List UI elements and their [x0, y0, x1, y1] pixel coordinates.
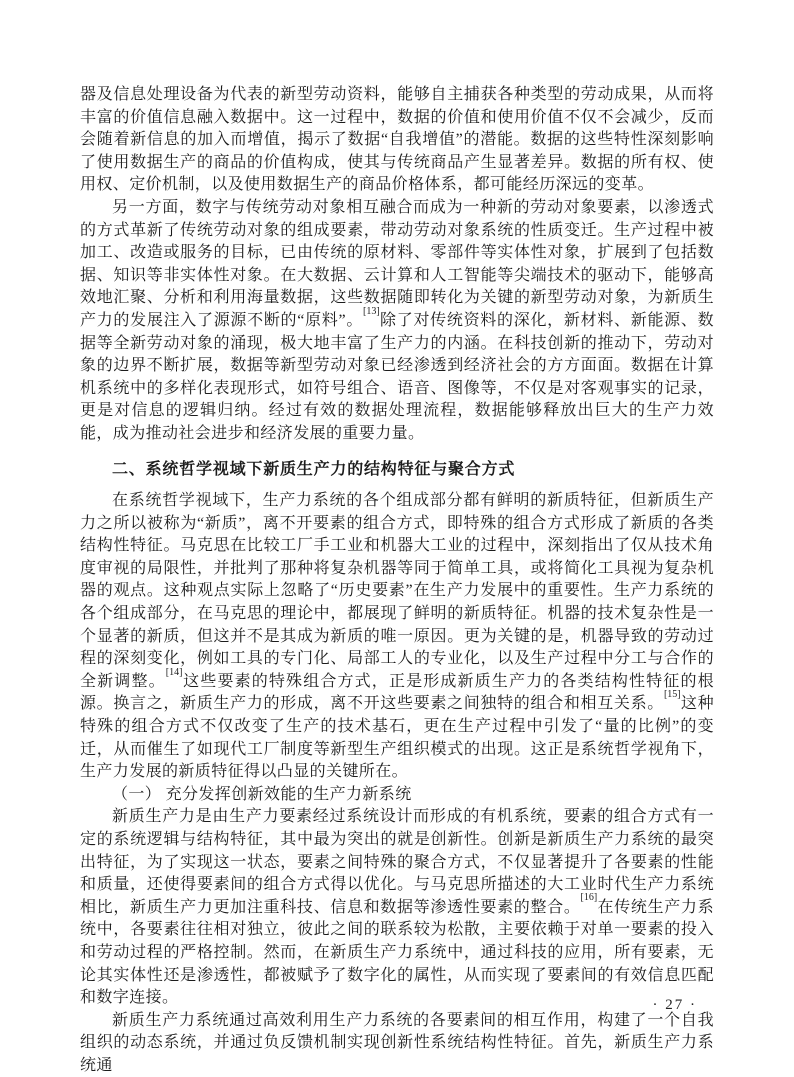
body-paragraph-2	[80, 197, 714, 446]
text-run: 另一方面，数字与传统劳动对象相互融合而成为一种新的劳动对象要素，以渗透式的方式革新了传统劳动对象的组成要素，带动劳动对象系统的性质变迁。生产过程中被加工、改造或服务的目标，已由传统的原材料、零部件等实体性对象，扩展到了包括数据、知识等非实体性对象。在大数据、云计算和人工智能等尖端技术的驱动下，能够高效地汇聚、分析和利用海量数据，这些数据随即转化为关键的新型劳动对象，为新质生产力的发展注入了源源不断的“原料”。	[80, 198, 714, 329]
body-paragraph-4	[80, 806, 714, 1009]
subsection-heading: （一） 充分发挥创新效能的生产力新系统	[112, 785, 412, 803]
section-heading: 二、系统哲学视域下新质生产力的结构特征与聚合方式	[112, 460, 516, 478]
page-number: · 27 ·	[652, 997, 697, 1013]
text-run: 这些要素的特殊组合方式，正是形成新质生产力的各类结构性特征的根源。换言之，新质生产力的形成，离不开这些要素之间独特的组合和相互关系。	[80, 672, 714, 713]
page-body	[80, 84, 714, 1077]
text-run: 这种特殊的组合方式不仅改变了生产的技术基石，更在生产过程中引发了“量的比例”的变迁，从而催生了如现代工厂制度等新型生产组织模式的出现。这正是系统哲学视角下，生产力发展的新质特征得以凸显的关键所在。	[80, 695, 714, 781]
body-paragraph-5: 新质生产力系统通过高效利用生产力系统的各要素间的相互作用，构建了一个自我组织的动态系统，并通过负反馈机制实现创新性系统结构性特征。首先，新质生产力系统通	[80, 1011, 714, 1074]
citation-marker-15: [15]	[663, 689, 681, 701]
text-run: 新质生产力是由生产力要素经过系统设计而形成的有机系统，要素的组合方式有一定的系统逻辑与结构特征，其中最为突出的就是创新性。创新是新质生产力系统的最突出特征，为了实现这一状态，要素之间特殊的聚合方式，不仅显著提升了各要素的性能和质量，还使得要素间的组合方式得以优化。与马克思所描述的大工业时代生产力系统相比，新质生产力更加注重科技、信息和数据等渗透性要素的整合。	[80, 808, 714, 916]
body-paragraph-3	[80, 490, 714, 784]
text-run: 在系统哲学视域下，生产力系统的各个组成部分都有鲜明的新质特征，但新质生产力之所以被称为“新质”，离不开要素的组合方式，即特殊的组合方式形成了新质的各类结构性特征。马克思在比较工厂手工业和机器大工业的过程中，深刻指出了仅从技术角度审视的局限性，并批判了那种将复杂机器等同于简单工具，或将简化工具视为复杂机器的观点。这种观点实际上忽略了“历史要素”在生产力发展中的重要性。生产力系统的各个组成部分，在马克思的理论中，都展现了鲜明的新质特征。机器的技术复杂性是一个显著的新质，但这并不是其成为新质的唯一原因。更为关键的是，机器导致的劳动过程的深刻变化，例如工具的专门化、局部工人的专业化，以及生产过程中分工与合作的全新调整。	[80, 492, 714, 690]
citation-marker-16: [16]	[580, 892, 598, 904]
body-paragraph-1: 器及信息处理设备为代表的新型劳动资料，能够自主捕获各种类型的劳动成果，从而将丰富的价值信息融入数据中。这一过程中，数据的价值和使用价值不仅不会减少，反而会随着新信息的加入而增值，揭示了数据“自我增值”的潜能。数据的这些特性深刻影响了使用数据生产的商品的价值构成，使其与传统商品产生显著差异。数据的所有权、使用权、定价机制，以及使用数据生产的商品价格体系，都可能经历深远的变革。	[80, 86, 714, 194]
citation-marker-14: [14]	[165, 666, 183, 678]
citation-marker-13: [13]	[363, 305, 380, 317]
text-run: 在传统生产力系统中，各要素往往相对独立，彼此之间的联系较为松散，主要依赖于对单一要素的投入和劳动过程的严格控制。然而，在新质生产力系统中，通过科技的应用，所有要素，无论其实体性还是渗透性，都被赋予了数字化的属性，从而实现了要素间的有效信息匹配和数字连接。	[80, 898, 714, 1007]
text-run: 除了对传统资料的深化，新材料、新能源、数据等全新劳动对象的涌现，极大地丰富了生产力的内涵。在科技创新的推动下，劳动对象的边界不断扩展，数据等新型劳动对象已经渗透到经济社会的方方面面。数据在计算机系统中的多样化表现形式，如符号组合、语音、图像等，不仅是对客观事实的记录，更是对信息的逻辑归纳。经过有效的数据处理流程，数据能够释放出巨大的生产力效能，成为推动社会进步和经济发展的重要力量。	[80, 311, 714, 442]
